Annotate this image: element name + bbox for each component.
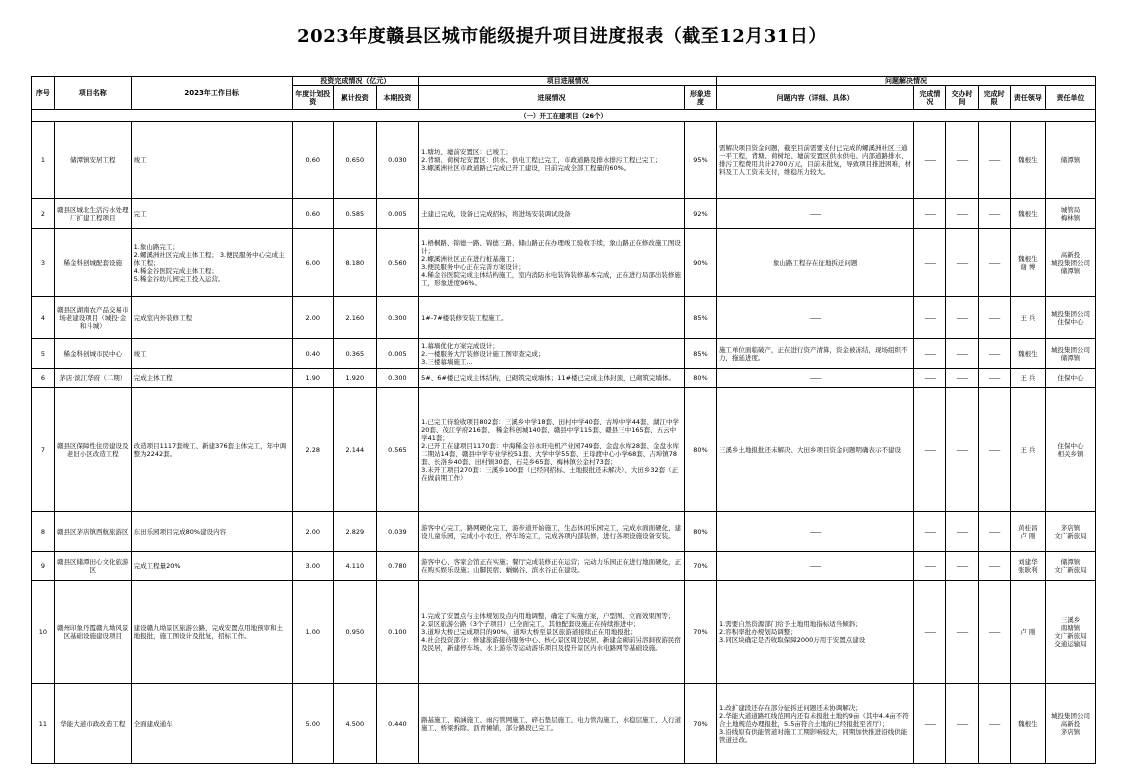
- cell-complete: ——: [978, 122, 1010, 199]
- cell-plan: 0.40: [292, 339, 334, 369]
- cell-done: ——: [914, 684, 946, 764]
- cell-progress: 1.塘坊、墟前安置区：已竣工； 2.背塘、荷树坨安置区：供水、供电工程已完工，市政道路及排水排污工程已完工； 3.螺溪洲社区市政道路已完成已开工建设，目前完成全部工程量的60%。: [419, 122, 685, 199]
- cell-name: 赣县区储潭田心文化旅游区: [54, 552, 131, 581]
- cell-progress: 1.已完工待验收项目802套：三溪乡中学18套、田村中学40套、古埠中学44套、湖江中学20套、茂江学府216套、 稀金科创城140套、赣县中学115套、赣县三中165套、五云中学41套； 2.已开工在建项目1170套：中海稀金谷永旺电机产业园749套、金盘水库28套、金盘水库二期站14套、赣县中学专业学校51套、大学中学55套、王母渡中心小学68套、吉埠镇78套、长洛乡40套、田村镇30套、石芫乡65套、梅林镇公金村73套； 3.未开工项目270套：三溪乡100套（已经同招标、土地报批还未解决）、大田乡32套（正在做前期工作）: [419, 388, 685, 512]
- cell-period: 0.440: [376, 684, 419, 764]
- cell-unit: 住保中心 相关乡镇: [1046, 388, 1096, 512]
- cell-unit: 城投集团公司 储潭镇: [1046, 339, 1096, 369]
- cell-complete: ——: [978, 512, 1010, 552]
- cell-plan: 6.00: [292, 229, 334, 297]
- cell-leader: 黄桂昌 卢 刚: [1010, 512, 1045, 552]
- section-title: （一）开工在建项目（26个）: [32, 110, 1096, 122]
- cell-deliver: ——: [946, 512, 978, 552]
- cell-done: ——: [914, 122, 946, 199]
- header-progress-group: 项目进展情况: [419, 77, 717, 86]
- header-deliver: 交办时间: [946, 86, 978, 110]
- cell-unit: 城管局 梅林镇: [1046, 199, 1096, 229]
- cell-seq: 6: [32, 369, 55, 388]
- cell-pct: 95%: [684, 122, 716, 199]
- cell-issue: ——: [717, 552, 914, 581]
- cell-done: ——: [914, 552, 946, 581]
- cell-progress: 游客中心、客家会馆正在实施；餐厅完成装修正在运营；完动力乐园正在进行地面硬化，正在购买娱乐设施；山脚民宿、蜗蜗谷、滨水谷正在建设。: [419, 552, 685, 581]
- cell-goal: 竣工: [131, 122, 292, 199]
- cell-name: 赣县区保障性住房建设及老旧小区改造工程: [54, 388, 131, 512]
- cell-issue: 1.改扩建段还存在部分征拆迁问题还未协调解决； 2.华能大道道路红线范围内还有未报批土地约9亩（其中4.4亩不符合土地规范办理报批，5.5亩符合土地的已经报批至省厅）； 3.沿线原有供能管道对施工工期影响较大，同期加快推进沿线供能管道迁改。: [717, 684, 914, 764]
- cell-plan: 5.00: [292, 684, 334, 764]
- cell-leader: 魏根生: [1010, 339, 1045, 369]
- cell-seq: 10: [32, 581, 55, 684]
- header-complete: 完成时限: [978, 86, 1010, 110]
- cell-complete: ——: [978, 684, 1010, 764]
- cell-unit: 高新投 城投集团公司 储潭镇: [1046, 229, 1096, 297]
- cell-complete: ——: [978, 388, 1010, 512]
- cell-done: ——: [914, 297, 946, 339]
- cell-seq: 2: [32, 199, 55, 229]
- cell-complete: ——: [978, 369, 1010, 388]
- cell-progress: 1.完成了安置点与主体规划及点内用地调整，确定了实施方案，户型图、立面效果图等； 2.景区旅游公路（3个子项目）已全面完工，其他配套设施正在持续推进中； 3.道埠大桥已完成项目的90%，道埠大桥至景区旅游道接续正在用地报批； 4.社会投资部分：修建旅游接待服务中心、核心景区周边民居、新建金砌前另溶洞夜游民宿及民居，新建停车场、水上游乐等运动游乐项目及提升景区内水电路网等基础设施。: [419, 581, 685, 684]
- header-invest-group: 投资完成情况（亿元）: [292, 77, 419, 86]
- cell-goal: 竣工: [131, 339, 292, 369]
- report-title: 2023年度赣县区城市能级提升项目进度报表（截至12月31日）: [297, 26, 827, 47]
- cell-deliver: ——: [946, 122, 978, 199]
- cell-seq: 5: [32, 339, 55, 369]
- cell-goal: 全面建成通车: [131, 684, 292, 764]
- cell-progress: 游客中心完工，路网硬化完工，游步道开始施工，生态休闲乐园完工，完成水面面硬化，建设儿童乐园，完成小小农庄，停车场完工，完成各项内部装修，进行各项设施设备安装。: [419, 512, 685, 552]
- cell-complete: ——: [978, 199, 1010, 229]
- cell-goal: 改造项目1117套竣工、新建376套主体完工，年中调整为2242套。: [131, 388, 292, 512]
- header-seq: 序号: [32, 77, 55, 110]
- cell-goal: 1.象山路完工； 2.螺溪洲社区完成主体工程； 3.便民服务中心完成主体工程； 4.稀金谷医院完成主体工程； 5.稀金谷幼儿园完工投入运营。: [131, 229, 292, 297]
- cell-seq: 9: [32, 552, 55, 581]
- cell-leader: 刘建华 张耿利: [1010, 552, 1045, 581]
- cell-period: 0.300: [376, 297, 419, 339]
- cell-cum: 0.365: [334, 339, 377, 369]
- cell-pct: 92%: [684, 199, 716, 229]
- cell-issue: ——: [717, 369, 914, 388]
- cell-done: ——: [914, 369, 946, 388]
- header-leader: 责任领导: [1010, 86, 1045, 110]
- cell-complete: ——: [978, 339, 1010, 369]
- header-issue: 问题内容（详细、具体）: [717, 86, 914, 110]
- cell-plan: 2.00: [292, 512, 334, 552]
- cell-leader: 王 兵: [1010, 388, 1045, 512]
- cell-name: 赣县区茅店镇西航旅游区: [54, 512, 131, 552]
- cell-goal: 完成室内外装修工程: [131, 297, 292, 339]
- cell-goal: 建设赣九坳景区旅游公路，完成安置点用地预审和土地报批，施工图设计及批复，招标工作。: [131, 581, 292, 684]
- cell-period: 0.300: [376, 369, 419, 388]
- header-goal: 2023年工作目标: [131, 77, 292, 110]
- cell-done: ——: [914, 388, 946, 512]
- cell-issue: 三溪乡土地报批还未解决、大田乡项目资金问题明确表示不建设: [717, 388, 914, 512]
- cell-progress: 1#-7#楼装修安装工程施工。: [419, 297, 685, 339]
- cell-period: 0.030: [376, 122, 419, 199]
- cell-progress: 1.幕墙优化方案完成设计； 2.一楼服务大厅装修设计施工图审查完成； 3.三楼幕墙施工...: [419, 339, 685, 369]
- cell-unit: 城投集团公司 高新投 茅店镇: [1046, 684, 1096, 764]
- cell-goal: 完工: [131, 199, 292, 229]
- cell-pct: 70%: [684, 684, 716, 764]
- cell-progress: 5#、6#楼已完成主体结构，已砌筑完成墙体；11#楼已完成主体封顶，已砌筑完墙体。: [419, 369, 685, 388]
- cell-leader: 魏根生: [1010, 199, 1045, 229]
- cell-unit: 储潭镇 文广新旅局: [1046, 552, 1096, 581]
- cell-deliver: ——: [946, 581, 978, 684]
- header-unit: 责任单位: [1046, 86, 1096, 110]
- cell-period: 0.005: [376, 339, 419, 369]
- cell-plan: 2.28: [292, 388, 334, 512]
- cell-deliver: ——: [946, 339, 978, 369]
- cell-period: 0.039: [376, 512, 419, 552]
- cell-issue: ——: [717, 297, 914, 339]
- cell-cum: 2.829: [334, 512, 377, 552]
- header-issue-group: 问题解决情况: [717, 77, 1096, 86]
- cell-period: 0.565: [376, 388, 419, 512]
- cell-deliver: ——: [946, 229, 978, 297]
- cell-pct: 80%: [684, 388, 716, 512]
- cell-pct: 80%: [684, 512, 716, 552]
- cell-plan: 3.00: [292, 552, 334, 581]
- cell-cum: 8.180: [334, 229, 377, 297]
- cell-seq: 7: [32, 388, 55, 512]
- cell-deliver: ——: [946, 199, 978, 229]
- header-cum: 累计投资: [334, 86, 377, 110]
- cell-plan: 1.90: [292, 369, 334, 388]
- cell-period: 0.100: [376, 581, 419, 684]
- cell-cum: 0.950: [334, 581, 377, 684]
- cell-deliver: ——: [946, 684, 978, 764]
- cell-pct: 85%: [684, 339, 716, 369]
- cell-pct: 70%: [684, 581, 716, 684]
- cell-goal: 完成工程量20%: [131, 552, 292, 581]
- header-plan: 年度计划投资: [292, 86, 334, 110]
- cell-leader: 魏根生 谢 博: [1010, 229, 1045, 297]
- cell-name: 储潭镇安居工程: [54, 122, 131, 199]
- cell-period: 0.005: [376, 199, 419, 229]
- cell-progress: 1.梧桐路、锦德一路、锦德三路、储山路正在办理竣工验收手续，象山路正在修改施工图设计； 2.螺溪洲社区正在进行桩基施工； 3.便民服务中心正在完善方案设计； 4.稀金谷医院完成主体结构施工，室内消防水电装饰装修基本完成，正在进行局部出装修施工，形象进度96%。: [419, 229, 685, 297]
- cell-issue: ——: [717, 199, 914, 229]
- cell-name: 稀金科创城市民中心: [54, 339, 131, 369]
- cell-name: 赣县区城北生活污水处理厂扩建工程项目: [54, 199, 131, 229]
- cell-issue: 施工单位面临破产，正在进行资产清算，资金被冻结，现场组织不力，拖延进度。: [717, 339, 914, 369]
- cell-done: ——: [914, 199, 946, 229]
- cell-done: ——: [914, 581, 946, 684]
- cell-seq: 11: [32, 684, 55, 764]
- cell-unit: 茅店镇 文广新旅局: [1046, 512, 1096, 552]
- cell-plan: 0.60: [292, 199, 334, 229]
- cell-deliver: ——: [946, 552, 978, 581]
- cell-complete: ——: [978, 229, 1010, 297]
- cell-unit: 住保中心: [1046, 369, 1096, 388]
- cell-deliver: ——: [946, 297, 978, 339]
- header-progress: 进展情况: [419, 86, 685, 110]
- cell-unit: 储潭镇: [1046, 122, 1096, 199]
- cell-leader: 卢 刚: [1010, 581, 1045, 684]
- cell-leader: 王 兵: [1010, 297, 1045, 339]
- cell-seq: 1: [32, 122, 55, 199]
- cell-unit: 三溪乡 南塘镇 文广新旅局 交通运输局: [1046, 581, 1096, 684]
- header-period: 本期投资: [376, 86, 419, 110]
- cell-complete: ——: [978, 297, 1010, 339]
- cell-deliver: ——: [946, 369, 978, 388]
- cell-name: 稀金科创城配套设施: [54, 229, 131, 297]
- cell-name: 赣县区湖南农产品交易市场老建设项目（城投·金和斗城）: [54, 297, 131, 339]
- cell-period: 0.560: [376, 229, 419, 297]
- cell-issue: 象山路工程存在征地拆迁问题: [717, 229, 914, 297]
- cell-pct: 70%: [684, 552, 716, 581]
- cell-cum: 4.110: [334, 552, 377, 581]
- cell-name: 华能大道市政改造工程: [54, 684, 131, 764]
- cell-seq: 3: [32, 229, 55, 297]
- cell-leader: 王 兵: [1010, 369, 1045, 388]
- cell-cum: 0.585: [334, 199, 377, 229]
- cell-period: 0.780: [376, 552, 419, 581]
- cell-issue: ——: [717, 512, 914, 552]
- cell-leader: 魏根生: [1010, 122, 1045, 199]
- cell-complete: ——: [978, 581, 1010, 684]
- cell-goal: 完成主体工程: [131, 369, 292, 388]
- cell-plan: 0.60: [292, 122, 334, 199]
- cell-leader: 魏根生: [1010, 684, 1045, 764]
- cell-pct: 80%: [684, 369, 716, 388]
- cell-name: 茅店·滨江华府（二期）: [54, 369, 131, 388]
- header-done: 完成情况: [914, 86, 946, 110]
- cell-goal: 东田乐园项目完成80%建设内容: [131, 512, 292, 552]
- cell-complete: ——: [978, 552, 1010, 581]
- cell-plan: 2.00: [292, 297, 334, 339]
- cell-name: 赣州印象丹霞赣九坳风景区基础设施建设项目: [54, 581, 131, 684]
- header-pct: 形象进度: [684, 86, 716, 110]
- cell-deliver: ——: [946, 388, 978, 512]
- cell-progress: 土建已完成，设备已完成招标，将进场安装调试设备: [419, 199, 685, 229]
- header-name: 项目名称: [54, 77, 131, 110]
- cell-issue: 1.需要自然资源部门给予土地用地指标适当倾斜； 2.容积率批办规划局调整； 3.同区块确定是否收取保障2000万用于安置点建设: [717, 581, 914, 684]
- cell-cum: 1.920: [334, 369, 377, 388]
- cell-issue: 需解决项目资金问题，截至目前需要支付已完成的螺溪洲社区三通一平工程，背塘、荷树坨、墟前安置区供水供电、内部道路排水、排污工程费用共计2700万元，目前未批复，导致项目推进困难，材料及工人工资未支付，维稳压力较大。: [717, 122, 914, 199]
- cell-cum: 4.500: [334, 684, 377, 764]
- cell-cum: 2.144: [334, 388, 377, 512]
- cell-cum: 0.650: [334, 122, 377, 199]
- progress-table: [31, 76, 1096, 764]
- cell-unit: 城投集团公司 住保中心: [1046, 297, 1096, 339]
- cell-progress: 路基施工、箱涵施工、雨污管网施工、碎石垫层施工、电力管沟施工、水稳层施工、人行道施工、桥梁拆除、沥青摊铺，部分路段已完工。: [419, 684, 685, 764]
- cell-done: ——: [914, 229, 946, 297]
- cell-seq: 8: [32, 512, 55, 552]
- cell-seq: 4: [32, 297, 55, 339]
- cell-done: ——: [914, 512, 946, 552]
- cell-plan: 1.00: [292, 581, 334, 684]
- cell-cum: 2.160: [334, 297, 377, 339]
- cell-pct: 85%: [684, 297, 716, 339]
- cell-done: ——: [914, 339, 946, 369]
- cell-pct: 90%: [684, 229, 716, 297]
